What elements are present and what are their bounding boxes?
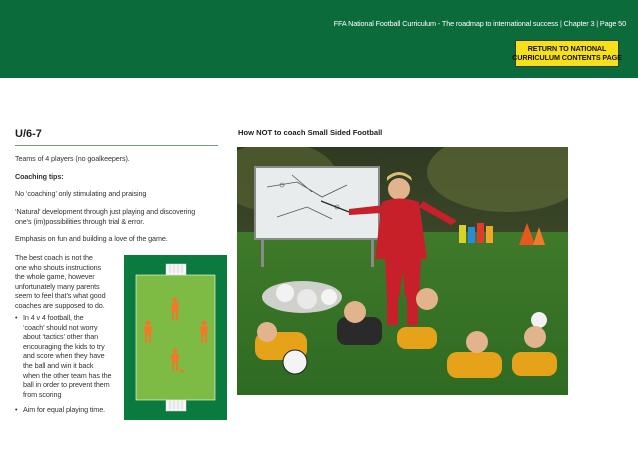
text-line: when the other team has the — [23, 370, 112, 380]
text-line: ball in order to prevent them — [23, 380, 110, 390]
top-goal — [166, 264, 186, 275]
text-line: about ‘tactics’ other than — [23, 332, 99, 342]
running-title: FFA National Football Curriculum - The roadmap to international success | Chapter 3 | Page 50 — [333, 19, 626, 28]
bullet-marker: • — [15, 313, 18, 322]
text-line: unfortunately many parents — [15, 281, 100, 291]
ball — [180, 369, 184, 373]
text-line: from scoring — [23, 389, 62, 399]
section-heading: U/6-7 — [15, 128, 42, 140]
header-bar — [0, 0, 638, 78]
photo-heading: How NOT to coach Small Sided Football — [238, 128, 383, 137]
text-line: In 4 v 4 football, the — [23, 313, 84, 322]
bullet-tactics — [15, 313, 115, 399]
bullet-marker: • — [15, 405, 18, 414]
text-line: one who shouts instructions — [15, 262, 101, 272]
return-button-line-1: RETURN TO NATIONAL — [527, 44, 607, 53]
pitch-surface — [136, 275, 215, 400]
coaching-tips-label: Coaching tips: — [15, 172, 64, 181]
text-line: The best coach is not the — [15, 253, 93, 262]
text-line: seem to feel that’s what good — [15, 291, 106, 301]
pitch-diagram — [124, 255, 227, 420]
text-line: the whole game, however — [15, 272, 95, 282]
tip-natural-development — [15, 207, 195, 226]
heading-rule — [15, 145, 218, 146]
best-coach-paragraph — [15, 253, 113, 311]
ball-pile — [262, 281, 342, 313]
tip-no-coaching: No ‘coaching’ only stimulating and praising — [15, 189, 147, 198]
return-to-contents-button[interactable] — [512, 40, 622, 67]
pitch-svg — [124, 255, 227, 420]
bottom-goal — [166, 400, 186, 411]
teams-text: Teams of 4 players (no goalkeepers). — [15, 154, 130, 163]
return-button-line-2: CURRICULUM CONTENTS PAGE — [512, 52, 622, 62]
photo-illustration — [237, 147, 568, 395]
tip-line: ‘Natural’ development through just playing and discovering — [15, 207, 196, 216]
loose-ball — [531, 312, 547, 328]
tip-emphasis-fun: Emphasis on fun and building a love of the game. — [15, 234, 168, 243]
text-line: the ball and win it back — [23, 360, 94, 370]
text-line: ‘coach’ should not worry — [23, 322, 98, 332]
text-line: and score when they have — [23, 351, 105, 361]
text-line: coaches are supposed to do. — [15, 300, 105, 310]
coaching-photo — [237, 147, 568, 395]
bullet-playing-time — [15, 405, 133, 415]
text-line: Aim for equal playing time. — [23, 405, 105, 414]
text-line: encouraging the kids to try — [23, 341, 105, 351]
tip-line: one’s (im)possibilities through trial & error. — [15, 216, 145, 226]
